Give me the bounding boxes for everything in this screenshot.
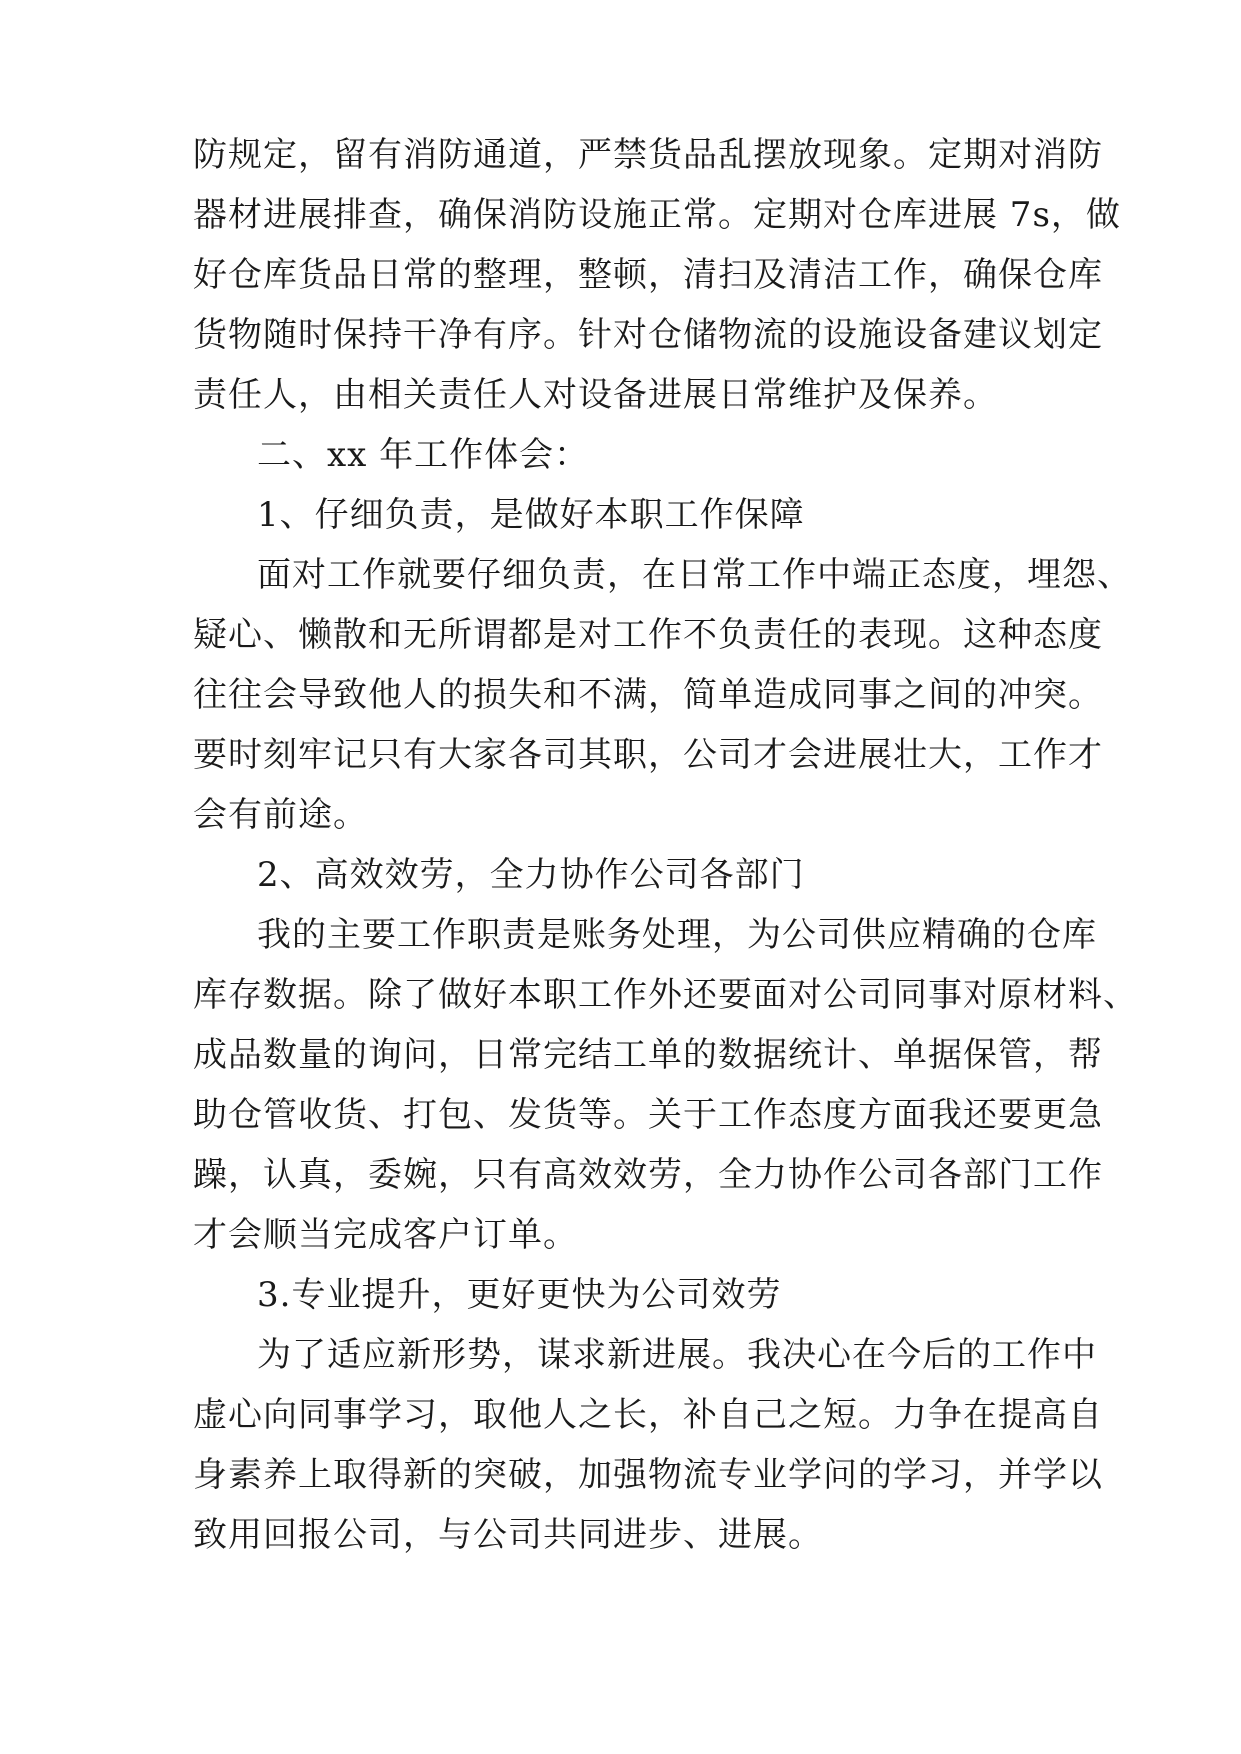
body-text-line: 责任人，由相关责任人对设备进展日常维护及保养。 <box>193 375 998 415</box>
body-text-line: 为了适应新形势，谋求新进展。我决心在今后的工作中 <box>257 1335 1097 1375</box>
subsection-heading: 3.专业提升，更好更快为公司效劳 <box>257 1275 782 1315</box>
body-text-line: 货物随时保持干净有序。针对仓储物流的设施设备建议划定 <box>193 315 1103 355</box>
body-text-line: 库存数据。除了做好本职工作外还要面对公司同事对原材料、 <box>193 975 1138 1015</box>
body-text-line: 身素养上取得新的突破，加强物流专业学问的学习，并学以 <box>193 1455 1103 1495</box>
body-text-line: 致用回报公司，与公司共同进步、进展。 <box>193 1515 823 1555</box>
body-text-line: 好仓库货品日常的整理，整顿，清扫及清洁工作，确保仓库 <box>193 255 1103 295</box>
body-text-line: 虚心向同事学习，取他人之长，补自己之短。力争在提高自 <box>193 1395 1103 1435</box>
subsection-heading: 2、高效效劳，全力协作公司各部门 <box>257 855 805 895</box>
body-text-line: 要时刻牢记只有大家各司其职，公司才会进展壮大，工作才 <box>193 735 1103 775</box>
body-text-line: 成品数量的询问，日常完结工单的数据统计、单据保管，帮 <box>193 1035 1103 1075</box>
body-text-line: 面对工作就要仔细负责，在日常工作中端正态度，埋怨、 <box>257 555 1132 595</box>
subsection-heading: 1、仔细负责，是做好本职工作保障 <box>257 495 805 535</box>
body-text-line: 会有前途。 <box>193 795 368 835</box>
body-text-line: 往往会导致他人的损失和不满，简单造成同事之间的冲突。 <box>193 675 1103 715</box>
body-text-line: 我的主要工作职责是账务处理，为公司供应精确的仓库 <box>257 915 1097 955</box>
section-heading: 二、xx 年工作体会： <box>257 435 590 475</box>
body-text-line: 躁，认真，委婉，只有高效效劳，全力协作公司各部门工作 <box>193 1155 1103 1195</box>
body-text-line: 助仓管收货、打包、发货等。关于工作态度方面我还要更急 <box>193 1095 1103 1135</box>
body-text-line: 器材进展排查，确保消防设施正常。定期对仓库进展 7s，做 <box>193 195 1121 235</box>
body-text-line: 才会顺当完成客户订单。 <box>193 1215 578 1255</box>
body-text-line: 防规定，留有消防通道，严禁货品乱摆放现象。定期对消防 <box>193 135 1103 175</box>
body-text-line: 疑心、懒散和无所谓都是对工作不负责任的表现。这种态度 <box>193 615 1103 655</box>
